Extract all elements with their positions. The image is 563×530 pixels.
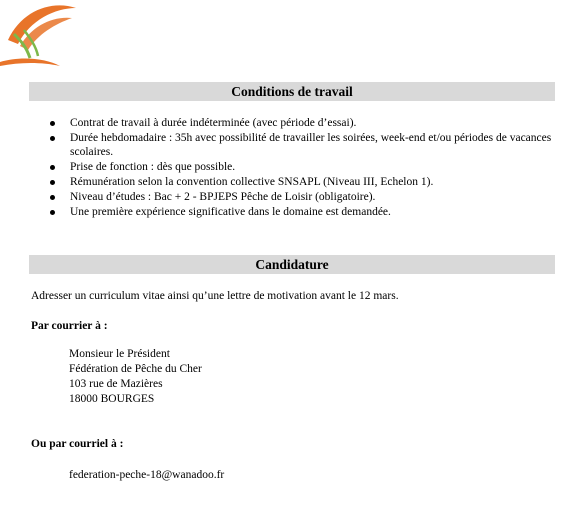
address-line: Monsieur le Président bbox=[69, 348, 170, 360]
list-item bbox=[29, 190, 555, 204]
bullet-icon bbox=[50, 180, 55, 185]
bullet-icon bbox=[50, 195, 55, 200]
address-line: Fédération de Pêche du Cher bbox=[69, 363, 202, 375]
list-item-text: Durée hebdomadaire : 35h avec possibilité de travailler les soirées, week-end et/ou périodes de vacances scolaires. bbox=[70, 132, 552, 158]
list-item-text: Rémunération selon la convention collective SNSAPL (Niveau III, Echelon 1). bbox=[70, 176, 434, 188]
list-item-text: Contrat de travail à durée indéterminée (avec période d’essai). bbox=[70, 117, 357, 129]
list-item-text: Une première expérience significative dans le domaine est demandée. bbox=[70, 206, 391, 218]
email-address: federation-peche-18@wanadoo.fr bbox=[69, 469, 225, 481]
mail-label: Par courrier à : bbox=[31, 320, 108, 332]
address-line: 18000 BOURGES bbox=[69, 393, 155, 405]
bullet-icon bbox=[50, 121, 55, 126]
list-item-text: Prise de fonction : dès que possible. bbox=[70, 161, 236, 173]
section-heading-candidature: Candidature bbox=[29, 255, 555, 274]
list-item bbox=[29, 205, 555, 219]
federation-logo bbox=[0, 0, 80, 70]
bullet-icon bbox=[50, 210, 55, 215]
candidature-intro: Adresser un curriculum vitae ainsi qu’une lettre de motivation avant le 12 mars. bbox=[31, 290, 399, 302]
conditions-list bbox=[29, 116, 555, 220]
list-item bbox=[29, 160, 555, 174]
list-item bbox=[29, 131, 555, 159]
list-item bbox=[29, 175, 555, 189]
address-line: 103 rue de Mazières bbox=[69, 378, 163, 390]
bullet-icon bbox=[50, 165, 55, 170]
postal-address bbox=[69, 347, 202, 407]
email-label: Ou par courriel à : bbox=[31, 438, 124, 450]
list-item bbox=[29, 116, 555, 130]
list-item-text: Niveau d’études : Bac + 2 - BPJEPS Pêche de Loisir (obligatoire). bbox=[70, 191, 376, 203]
section-heading-conditions: Conditions de travail bbox=[29, 82, 555, 101]
bullet-icon bbox=[50, 136, 55, 141]
